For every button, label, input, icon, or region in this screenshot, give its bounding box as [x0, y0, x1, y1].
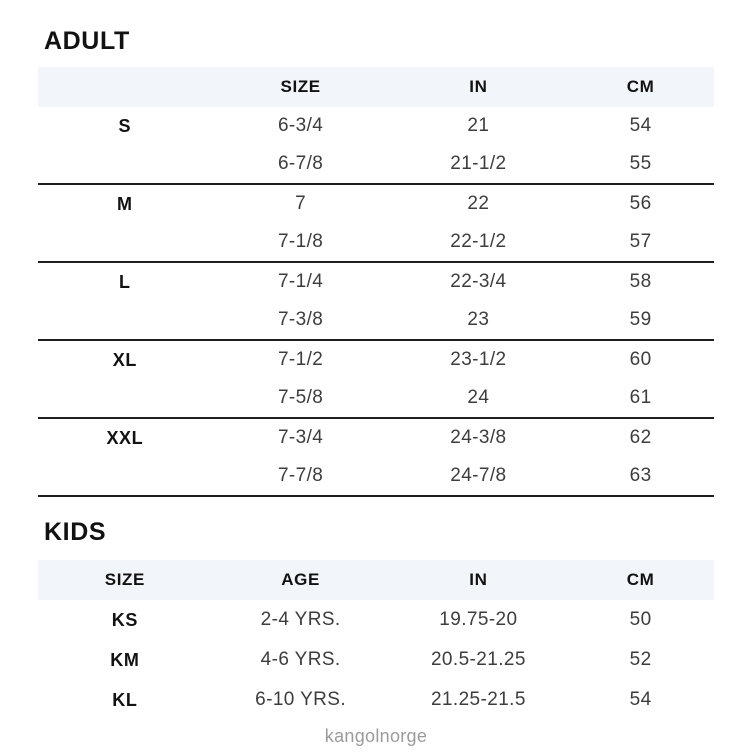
table-cell: 7-3/8 — [277, 309, 324, 330]
table-cell: 57 — [629, 231, 652, 252]
table-cell: 50 — [629, 609, 652, 630]
table-cell: 22-3/4 — [450, 271, 507, 292]
kids-table-header-row — [38, 560, 714, 600]
table-cell: 61 — [629, 387, 652, 408]
adult-size-table — [38, 67, 714, 497]
table-cell: 56 — [629, 193, 652, 214]
table-cell: 23-1/2 — [450, 349, 507, 370]
size-label: XL — [112, 349, 137, 370]
column-header: CM — [626, 77, 655, 96]
size-label: L — [119, 271, 131, 292]
kids-table-body — [38, 600, 714, 720]
column-header: IN — [469, 77, 488, 96]
table-cell: 59 — [629, 309, 652, 330]
adult-section-title: ADULT — [44, 27, 130, 55]
column-header: AGE — [281, 570, 320, 589]
kids-size-table — [38, 560, 714, 720]
size-label: S — [118, 115, 132, 136]
table-cell: 21 — [467, 115, 490, 136]
table-cell: 22-1/2 — [450, 231, 507, 252]
footer-brand: kangolnorge — [324, 726, 428, 746]
table-row — [38, 600, 714, 640]
column-header: CM — [626, 570, 655, 589]
table-cell: 21-1/2 — [450, 153, 507, 174]
table-cell: 21.25-21.5 — [430, 689, 526, 710]
table-row — [38, 680, 714, 720]
table-row — [38, 107, 714, 145]
size-label: KL — [112, 689, 138, 710]
table-cell: 63 — [629, 465, 652, 486]
size-group — [38, 419, 714, 497]
table-cell: 4-6 YRS. — [260, 649, 341, 670]
table-cell: 2-4 YRS. — [260, 609, 341, 630]
table-cell: 20.5-21.25 — [430, 649, 526, 670]
column-header: SIZE — [280, 77, 321, 96]
kids-section-title: KIDS — [44, 518, 107, 546]
table-cell: 58 — [629, 271, 652, 292]
table-row — [38, 379, 714, 417]
table-cell: 7 — [295, 193, 307, 214]
table-cell: 6-7/8 — [277, 153, 324, 174]
table-cell: 7-1/2 — [277, 349, 324, 370]
table-cell: 19.75-20 — [439, 609, 518, 630]
table-row — [38, 145, 714, 183]
size-group — [38, 263, 714, 341]
size-group — [38, 185, 714, 263]
table-row — [38, 419, 714, 457]
table-cell: 7-7/8 — [277, 465, 324, 486]
table-cell: 7-3/4 — [277, 427, 324, 448]
table-cell: 54 — [629, 115, 652, 136]
size-group — [38, 341, 714, 419]
table-row — [38, 223, 714, 261]
content-wrapper — [38, 28, 714, 747]
table-row — [38, 640, 714, 680]
table-cell: 54 — [629, 689, 652, 710]
table-cell: 22 — [467, 193, 490, 214]
table-row — [38, 301, 714, 339]
size-label: KM — [110, 649, 140, 670]
table-cell: 24-3/8 — [450, 427, 507, 448]
size-label: KS — [111, 609, 138, 630]
table-cell: 7-1/4 — [277, 271, 324, 292]
size-label: M — [117, 193, 133, 214]
table-cell: 62 — [629, 427, 652, 448]
kids-section — [38, 519, 714, 720]
table-row — [38, 263, 714, 301]
table-row — [38, 341, 714, 379]
column-header: SIZE — [104, 570, 145, 589]
table-cell: 60 — [629, 349, 652, 370]
adult-table-header-row — [38, 67, 714, 107]
table-cell: 55 — [629, 153, 652, 174]
column-header: IN — [469, 570, 488, 589]
table-cell: 7-1/8 — [277, 231, 324, 252]
table-cell: 52 — [629, 649, 652, 670]
table-cell: 6-10 YRS. — [255, 689, 347, 710]
table-cell: 7-5/8 — [277, 387, 324, 408]
table-cell: 23 — [467, 309, 490, 330]
adult-table-body — [38, 107, 714, 497]
size-label: XXL — [106, 427, 144, 448]
adult-section — [38, 28, 714, 497]
table-cell: 24 — [467, 387, 490, 408]
table-cell: 6-3/4 — [277, 115, 324, 136]
table-row — [38, 185, 714, 223]
table-cell: 24-7/8 — [450, 465, 507, 486]
size-group — [38, 107, 714, 185]
table-row — [38, 457, 714, 495]
